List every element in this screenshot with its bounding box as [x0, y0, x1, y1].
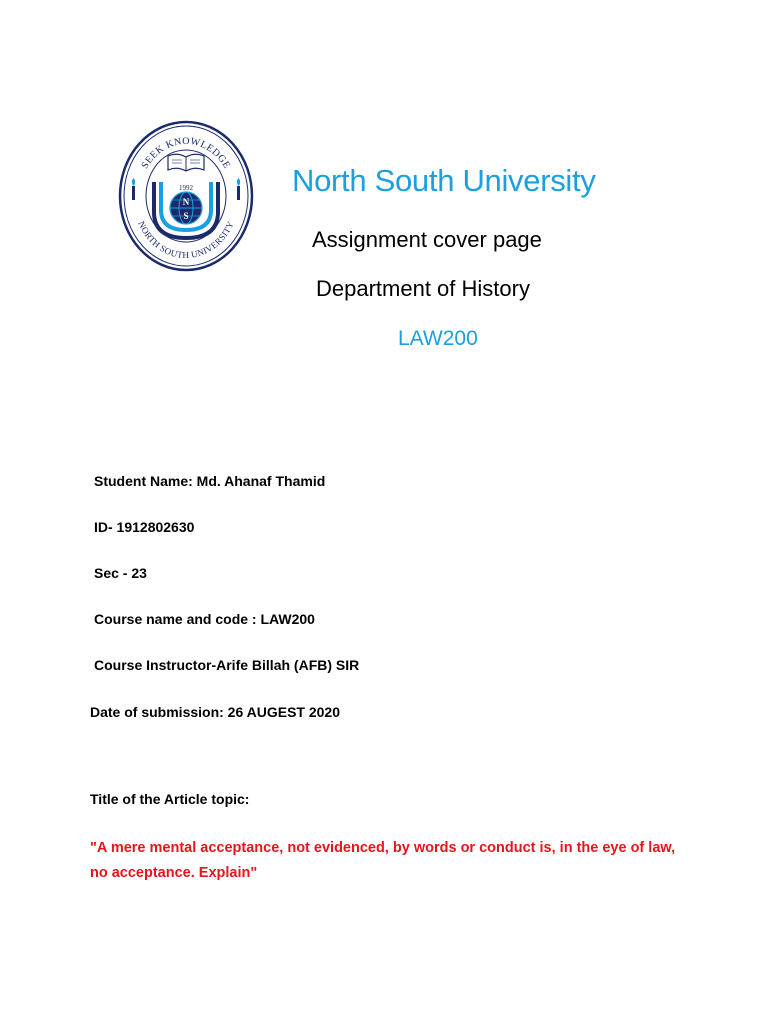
seal-year: 1992	[179, 184, 193, 192]
university-name: North South University	[292, 163, 596, 198]
seal-bottom-text: NORTH SOUTH UNIVERSITY	[136, 219, 236, 261]
student-name: Student Name: Md. Ahanaf Thamid	[94, 473, 326, 489]
student-id: ID- 1912802630	[94, 519, 195, 535]
university-seal-logo	[118, 120, 254, 272]
course-name-code: Course name and code : LAW200	[94, 611, 315, 627]
department-name: Department of History	[316, 276, 530, 301]
section: Sec - 23	[94, 565, 147, 581]
seal-top-text: SEEK KNOWLEDGE	[139, 135, 233, 171]
course-code-heading: LAW200	[398, 327, 478, 350]
cover-page-title: Assignment cover page	[312, 227, 542, 252]
seal-letter-n: N	[182, 197, 190, 207]
seal-letter-s: S	[183, 211, 189, 221]
article-topic-quote: "A mere mental acceptance, not evidenced, by words or conduct is, in the eye of law, no acceptance. Explain"	[90, 840, 676, 881]
article-title-label: Title of the Article topic:	[90, 791, 250, 807]
submission-date: Date of submission: 26 AUGEST 2020	[90, 704, 340, 720]
course-instructor: Course Instructor-Arife Billah (AFB) SIR	[94, 657, 360, 673]
book-icon	[168, 154, 204, 171]
